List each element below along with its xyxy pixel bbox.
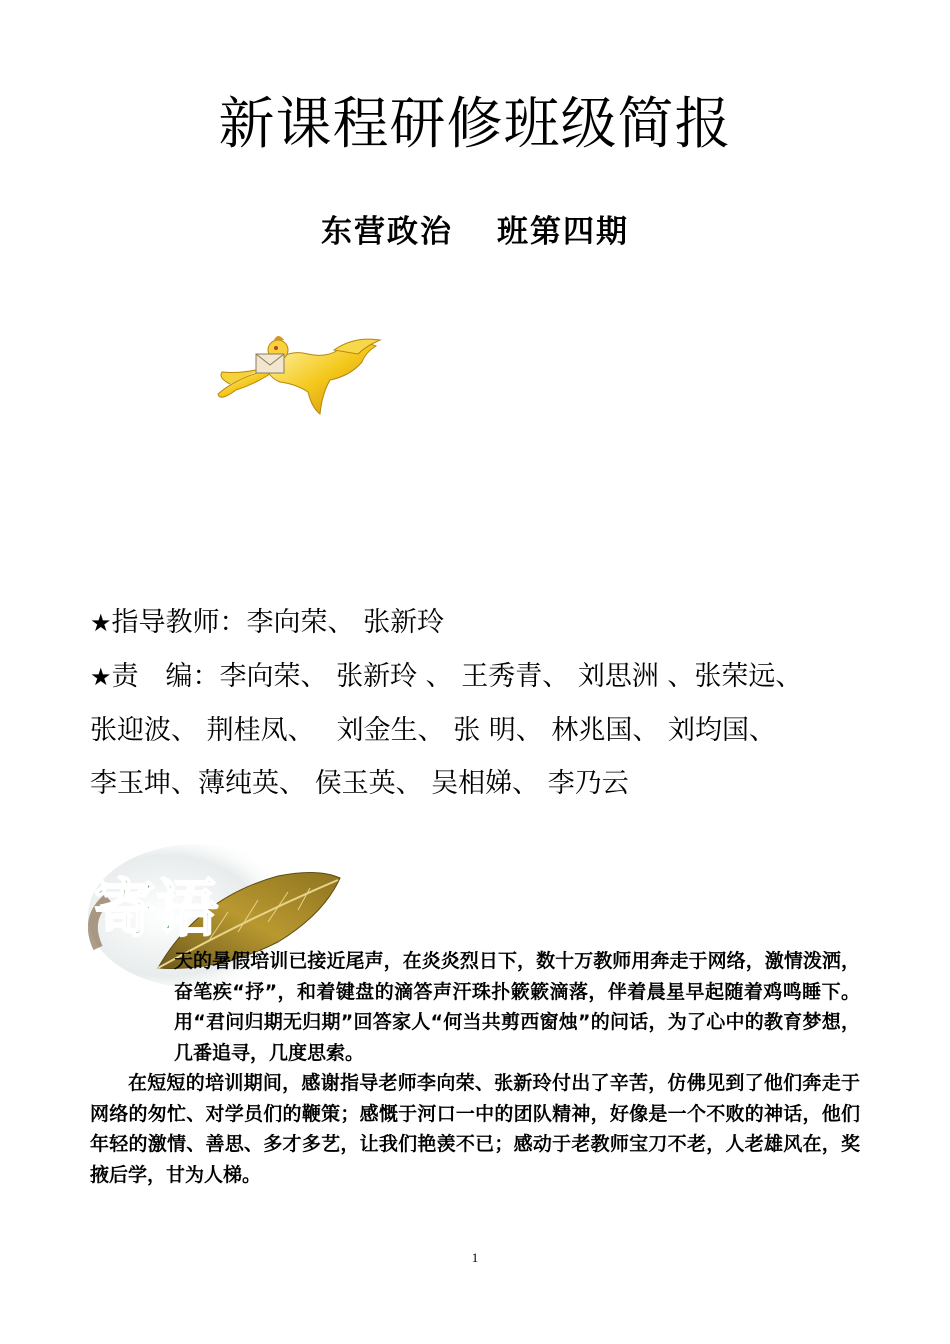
editor-names-line3: 李玉坤、薄纯英、 侯玉英、 吴相娣、 李乃云 (90, 768, 629, 799)
message-paragraph-2: 在短短的培训期间，感谢指导老师李向荣、张新玲付出了辛苦，仿佛见到了他们奔走于网络的匆忙、对学员们的鞭策；感慨于河口一中的团队精神，好像是一个不败的神话，他们年轻的激情、善思、多才多艺，让我们艳羡不已；感动于老教师宝刀不老，人老雄风在，奖掖后学，甘为人梯。 (90, 1072, 860, 1186)
page-number: 1 (471, 1250, 479, 1265)
issue-subtitle (0, 206, 950, 251)
subtitle-issue: 班第四期 (497, 214, 629, 250)
star-icon: ★ (90, 609, 112, 637)
subtitle-class-name: 东营政治 (321, 214, 453, 250)
editor-row (90, 650, 870, 704)
message-body (90, 946, 860, 1190)
advisor-names: 李向荣、 张新玲 (246, 607, 445, 638)
editor-label: 责 编： (111, 661, 220, 692)
page-title: 新课程研修班级简报 (218, 92, 732, 157)
message-paragraph-1: 天的暑假培训已接近尾声，在炎炎烈日下，数十万教师用奔走于网络，激情泼洒，奋笔疾“抒”，和着键盘的滴答声汗珠扑簌簌滴落，伴着晨星早起随着鸡鸣睡下。用“君问归期无归期”回答家人“何当共剪西窗烛”的问话，为了心中的教育梦想，几番追寻，几度思索。 (174, 950, 860, 1064)
editor-names-line1: 李向荣、 张新玲 、 王秀青、 刘思洲 、张荣远、 (219, 661, 803, 692)
advisor-label: 指导教师： (111, 607, 247, 638)
advisor-row (90, 596, 870, 650)
bird-with-envelope-icon (216, 328, 382, 420)
star-icon: ★ (90, 663, 112, 691)
emblem-text: 寄语 (94, 872, 219, 945)
editor-names-line2: 张迎波、 荆桂凤、 刘金生、 张 明、 林兆国、 刘均国、 (90, 715, 776, 746)
credits-block (90, 596, 870, 810)
